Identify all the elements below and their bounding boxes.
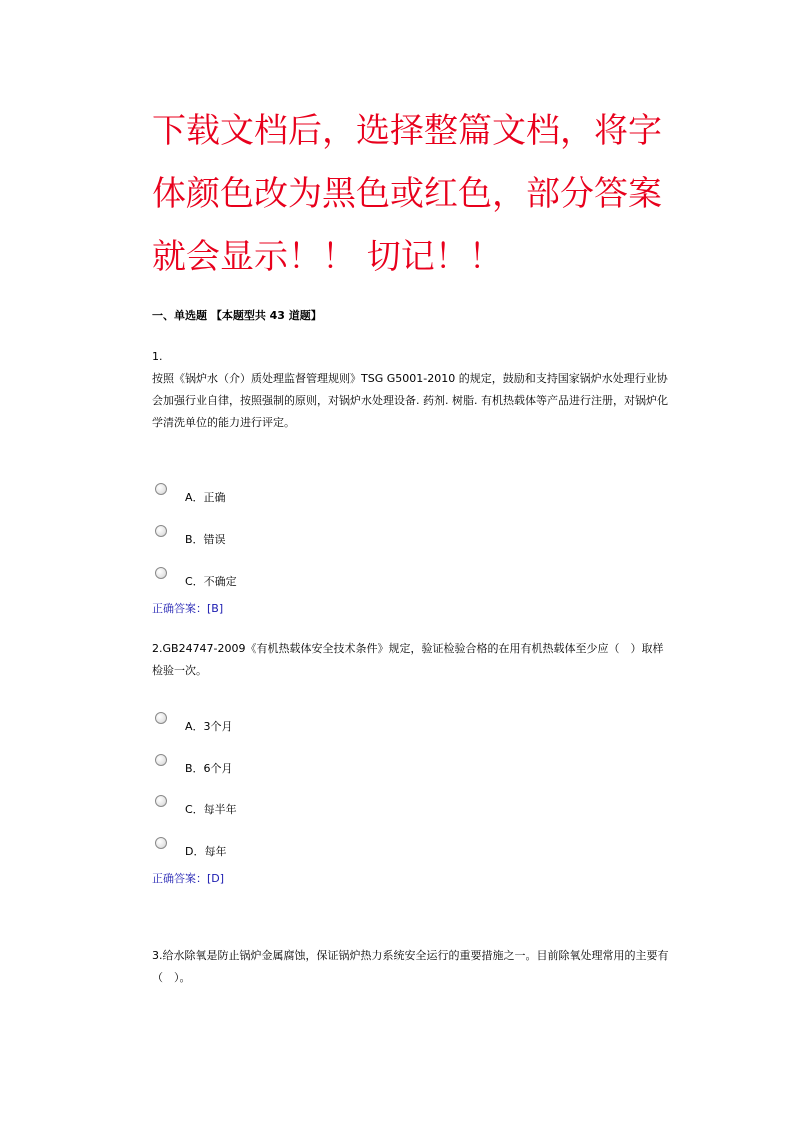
radio-button[interactable]	[155, 712, 167, 724]
section-title: 一、单选题 【本题型共 43 道题】	[152, 309, 322, 322]
option-label: C．每半年	[185, 803, 237, 816]
option-label: A．3个月	[185, 720, 233, 733]
radio-button[interactable]	[155, 754, 167, 766]
question-text: 按照《锅炉水（介）质处理监督管理规则》TSG G5001-2010 的规定，鼓励和支持国家锅炉水处理行业协会加强行业自律，按照强制的原则，对锅炉水处理设备. 药剂. 树脂. 有机热载体等产品进行注册，对锅炉化学清洗单位的能力进行评定。	[152, 372, 668, 429]
correct-answer: 正确答案：[D]	[152, 872, 225, 885]
option-label: B．6个月	[185, 762, 233, 775]
download-notice: 下载文档后，选择整篇文档，将字体颜色改为黑色或红色，部分答案就会显示！！ 切记！！	[152, 111, 662, 277]
radio-button[interactable]	[155, 837, 167, 849]
radio-button[interactable]	[155, 525, 167, 537]
correct-answer: 正确答案：[B]	[152, 602, 224, 615]
option-label: C．不确定	[185, 575, 237, 588]
question-text: 2.GB24747-2009《有机热载体安全技术条件》规定，验证检验合格的在用有机热载体至少应（ ）取样检验一次。	[152, 642, 664, 677]
radio-button[interactable]	[155, 795, 167, 807]
option-label: A．正确	[185, 491, 226, 504]
option-label: B．错误	[185, 533, 226, 546]
radio-button[interactable]	[155, 483, 167, 495]
option-label: D．每年	[185, 845, 227, 858]
radio-button[interactable]	[155, 567, 167, 579]
question-text: 3.给水除氧是防止锅炉金属腐蚀，保证锅炉热力系统安全运行的重要措施之一。目前除氧处理常用的主要有（ ）。	[152, 949, 669, 984]
question-number: 1.	[152, 350, 163, 363]
